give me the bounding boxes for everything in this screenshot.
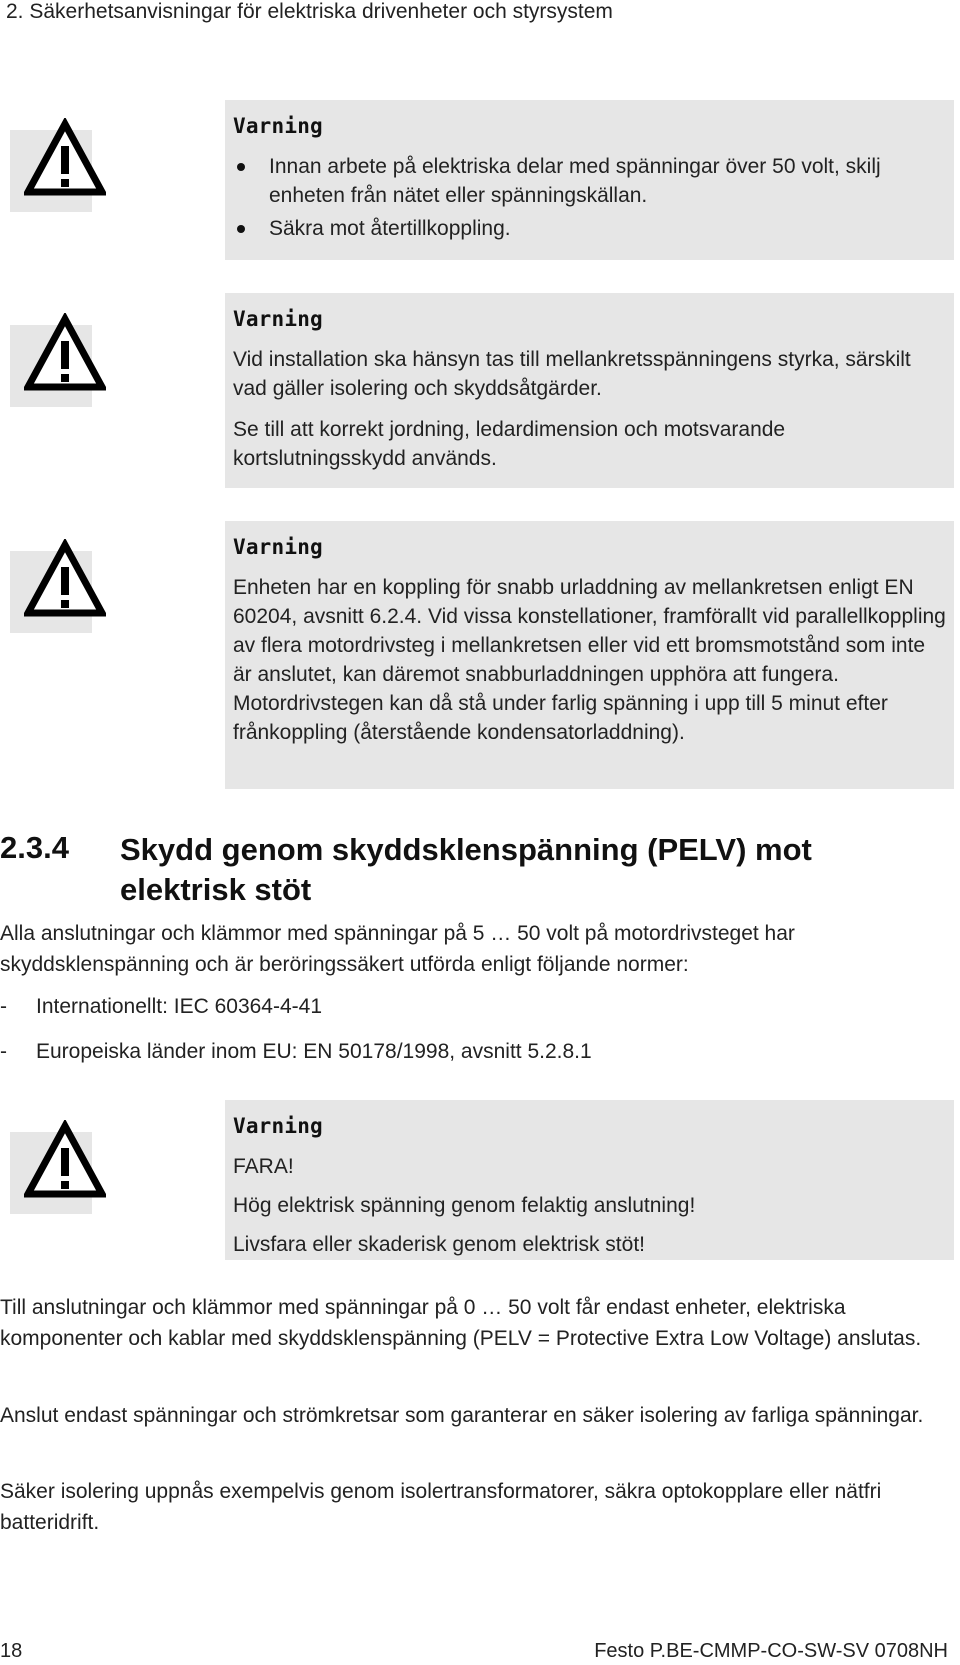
- warning-text: Se till att korrekt jordning, ledardimension och motsvarande kortslutningsskydd används.: [233, 418, 786, 470]
- section-title: Skydd genom skyddsklenspänning (PELV) mot elektrisk stöt: [120, 832, 812, 907]
- warning-bullet: Innan arbete på elektriska delar med spänningar över 50 volt, skilj enheten från nätet eller spänningskällan.: [233, 152, 946, 210]
- list-item: - Europeiska länder inom EU: EN 50178/1998, avsnitt 5.2.8.1: [0, 1040, 592, 1063]
- warning-bullet: Säkra mot återtillkoppling.: [233, 214, 946, 243]
- page-header: 2. Säkerhetsanvisningar för elektriska drivenheter och styrsystem: [6, 0, 613, 23]
- section-intro: Alla anslutningar och klämmor med spänningar på 5 … 50 volt på motordrivsteget har skyddsklenspänning och är beröringssäkert utförda enligt följande normer:: [0, 922, 795, 976]
- warning-triangle-icon: [24, 539, 106, 621]
- list-item-text: Europeiska länder inom EU: EN 50178/1998, avsnitt 5.2.8.1: [36, 1040, 592, 1063]
- warning-triangle-icon: [24, 118, 106, 200]
- warning-text: Hög elektrisk spänning genom felaktig anslutning!: [233, 1194, 696, 1217]
- warning-title: Varning: [233, 307, 323, 331]
- warning-block-4: [0, 1100, 960, 1260]
- warning-text: Livsfara eller skaderisk genom elektrisk stöt!: [233, 1233, 645, 1256]
- list-item-text: Internationellt: IEC 60364-4-41: [36, 995, 323, 1018]
- warning-panel: [225, 521, 954, 789]
- warning-block-2: [0, 293, 960, 488]
- warning-icon-box: [10, 1132, 92, 1214]
- warning-icon-box: [10, 130, 92, 212]
- section-number: 2.3.4: [0, 830, 69, 865]
- warning-bullet-list: [233, 152, 946, 243]
- body-paragraph: Till anslutningar och klämmor med spänningar på 0 … 50 volt får endast enheter, elektriska komponenter och kablar med skyddsklenspänning (PELV = Protective Extra Low Voltage) anslutas.: [0, 1296, 922, 1350]
- warning-title: Varning: [233, 535, 323, 559]
- warning-text: Vid installation ska hänsyn tas till mellankretsspänningens styrka, särskilt vad gäller isolering och skyddsåtgärder.: [233, 348, 911, 400]
- warning-triangle-icon: [24, 1120, 106, 1202]
- warning-block-1: [0, 100, 960, 260]
- warning-panel: [225, 100, 954, 260]
- warning-title: Varning: [233, 1114, 323, 1138]
- warning-triangle-icon: [24, 313, 106, 395]
- warning-icon-box: [10, 325, 92, 407]
- warning-icon-box: [10, 551, 92, 633]
- warning-panel: [225, 1100, 954, 1260]
- warning-text: Enheten har en koppling för snabb urladdning av mellankretsen enligt EN 60204, avsnitt 6.2.4. Vid vissa konstellationer, framförallt vid parallellkoppling av flera motordrivsteg i mellankretsen eller vid ett bromsmotstånd som inte är anslutet, kan däremot snabburladdningen upphöra att fungera. Motordrivstegen kan då stå under farlig spänning i upp till 5 minut efter frånkoppling (återstående kondensatorladdning).: [233, 576, 946, 744]
- list-item: - Internationellt: IEC 60364-4-41: [0, 995, 323, 1018]
- document-id: Festo P.BE-CMMP-CO-SW-SV 0708NH: [594, 1640, 948, 1662]
- warning-text: FARA!: [233, 1155, 294, 1178]
- body-paragraph: Säker isolering uppnås exempelvis genom isolertransformatorer, säkra optokopplare eller nätfri batteridrift.: [0, 1480, 882, 1534]
- warning-block-3: [0, 521, 960, 789]
- warning-title: Varning: [233, 114, 323, 138]
- body-paragraph: Anslut endast spänningar och strömkretsar som garanterar en säker isolering av farliga spänningar.: [0, 1404, 924, 1427]
- warning-panel: [225, 293, 954, 488]
- page-number: 18: [0, 1640, 23, 1662]
